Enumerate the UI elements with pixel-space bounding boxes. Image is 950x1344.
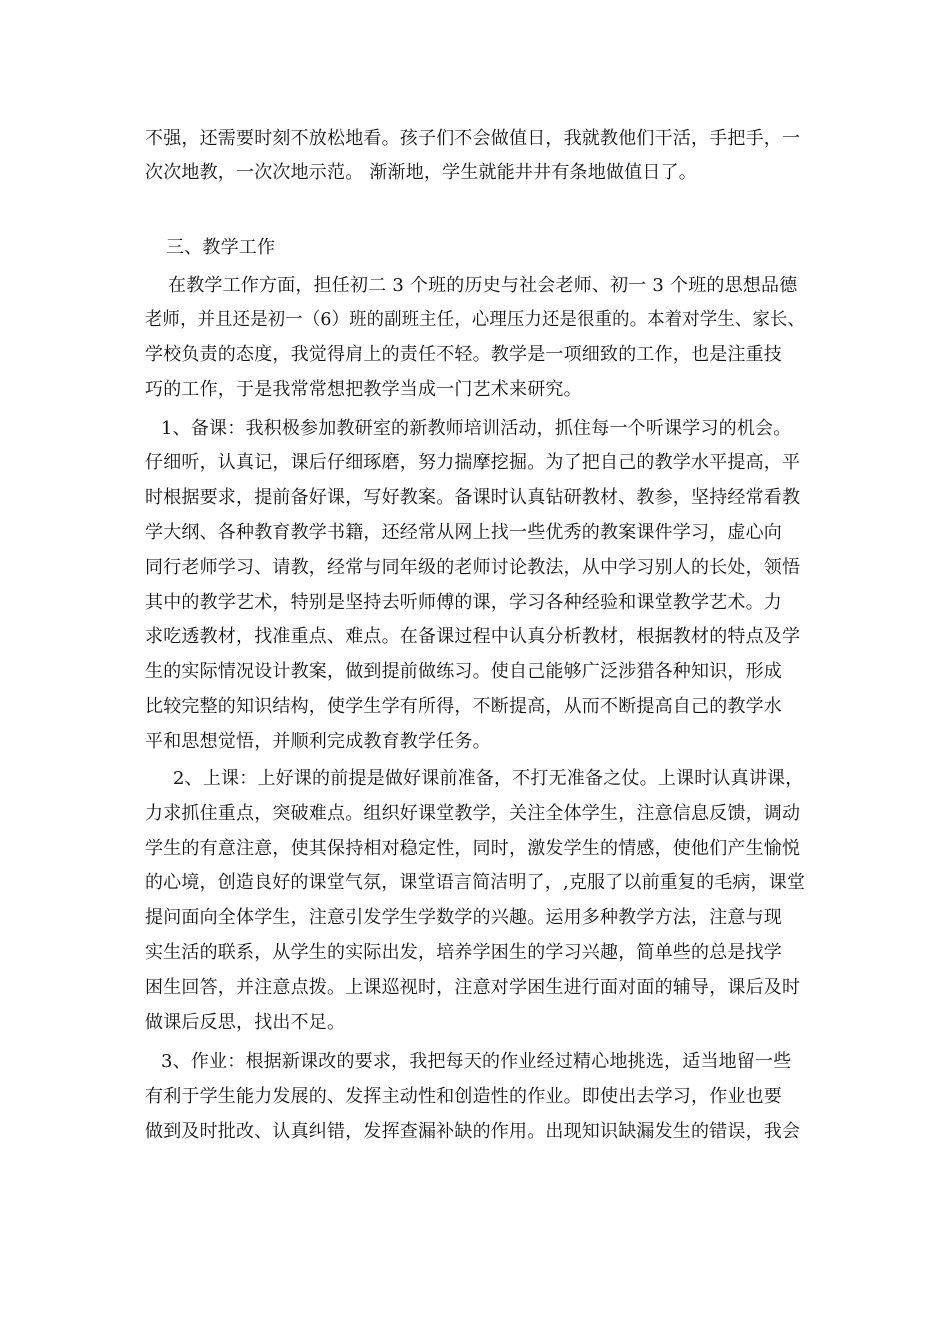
text-line: 比较完整的知识结构，使学生学有所得，不断提高，从而不断提高自己的教学水 <box>145 696 782 717</box>
text-line: 不强，还需要时刻不放松地看。孩子们不会做值日，我就教他们干活，手把手，一 <box>145 128 801 149</box>
text-line: 平和思想觉悟，并顺利完成教育教学任务。 <box>145 731 491 752</box>
text-line: 巧的工作，于是我常常想把教学当成一门艺术来研究。 <box>145 379 582 400</box>
text-line: 1、备课：我积极参加教研室的新教师培训活动，抓住每一个听课学习的机会。 <box>161 418 792 439</box>
text-line: 3、作业：根据新课改的要求，我把每天的作业经过精心地挑选，适当地留一些 <box>161 1051 792 1072</box>
text-line: 的心境，创造良好的课堂气氛，课堂语言简洁明了，,克服了以前重复的毛病，课堂 <box>145 872 806 893</box>
section-heading: 三、教学工作 <box>166 237 276 258</box>
text-line: 学生的有意注意，使其保持相对稳定性，同时，激发学生的情感，使他们产生愉悦 <box>145 838 801 859</box>
text-line: 仔细听，认真记，课后仔细琢磨，努力揣摩挖掘。为了把自己的教学水平提高，平 <box>145 452 801 473</box>
text-line: 力求抓住重点，突破难点。组织好课堂教学，关注全体学生，注意信息反馈，调动 <box>145 803 801 824</box>
text-line: 实生活的联系，从学生的实际出发，培养学困生的学习兴趣，简单些的总是找学 <box>145 942 782 963</box>
text-line: 时根据要求，提前备好课，写好教案。备课时认真钻研教材、教参，坚持经常看教 <box>145 487 801 508</box>
text-line: 做课后反思，找出不足。 <box>145 1012 346 1033</box>
text-line: 2、上课：上好课的前提是做好课前准备，不打无准备之仗。上课时认真讲课， <box>173 768 804 789</box>
text-line: 有利于学生能力发展的、发挥主动性和创造性的作业。即使出去学习，作业也要 <box>145 1086 782 1107</box>
text-line: 在教学工作方面，担任初二 3 个班的历史与社会老师、初一 3 个班的思想品德 <box>168 275 798 296</box>
text-line: 同行老师学习、请教，经常与同年级的老师讨论教法，从中学习别人的长处，领悟 <box>145 557 801 578</box>
text-line: 做到及时批改、认真纠错，发挥查漏补缺的作用。出现知识缺漏发生的错误，我会 <box>145 1121 801 1142</box>
text-line: 困生回答，并注意点拨。上课巡视时，注意对学困生进行面对面的辅导，课后及时 <box>145 977 801 998</box>
text-line: 老师，并且还是初一（6）班的副班主任，心理压力还是很重的。本着对学生、家长、 <box>145 309 806 330</box>
text-line: 学校负责的态度，我觉得肩上的责任不轻。教学是一项细致的工作，也是注重技 <box>145 344 782 365</box>
text-line: 学大纲、各种教育教学书籍，还经常从网上找一些优秀的教案课件学习，虚心向 <box>145 522 782 543</box>
text-line: 次次地教，一次次地示范。 渐渐地，学生就能井井有条地做值日了。 <box>145 162 697 183</box>
text-line: 其中的教学艺术，特别是坚持去听师傅的课，学习各种经验和课堂教学艺术。力 <box>145 592 782 613</box>
text-line: 求吃透教材，找准重点、难点。在备课过程中认真分析教材，根据教材的特点及学 <box>145 626 801 647</box>
text-line: 生的实际情况设计教案，做到提前做练习。使自己能够广泛涉猎各种知识，形成 <box>145 661 782 682</box>
text-line: 提问面向全体学生，注意引发学生学数学的兴趣。运用多种教学方法，注意与现 <box>145 907 782 928</box>
